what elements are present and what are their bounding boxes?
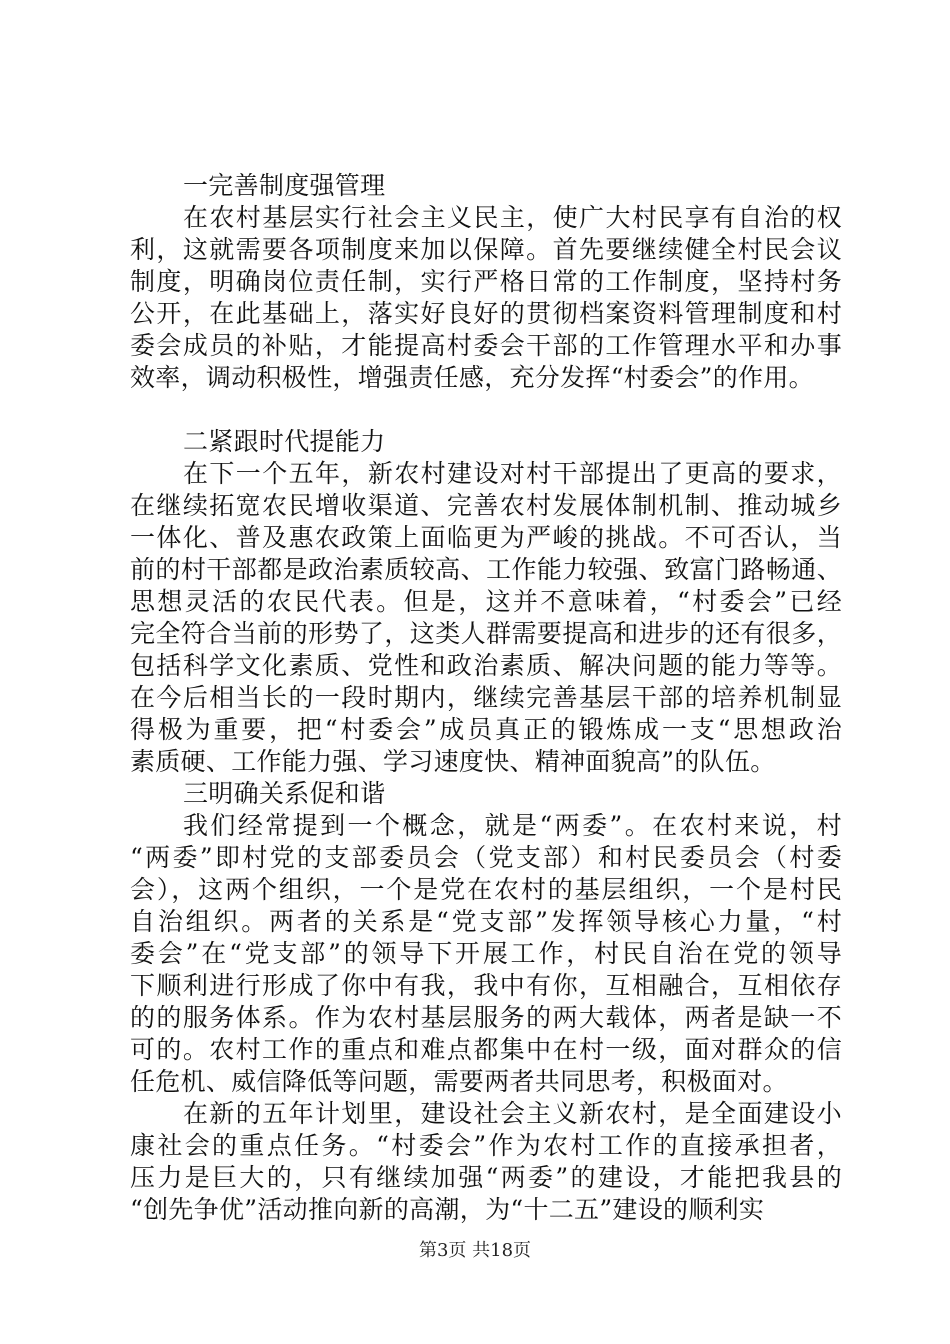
paragraph-line: 在农村基层实行社会主义民主，使广大村民享有自治的权 bbox=[183, 203, 842, 232]
section-heading: 三明确关系促和谐 bbox=[183, 779, 386, 808]
paragraph-line: 在下一个五年，新农村建设对村干部提出了更高的要求， bbox=[183, 459, 842, 488]
paragraph-line: 公开，在此基础上，落实好良好的贯彻档案资料管理制度和村 bbox=[130, 299, 842, 328]
paragraph-line: 思想灵活的农民代表。但是，这并不意味着，“村委会”已经 bbox=[130, 587, 842, 616]
paragraph-line: 一体化、普及惠农政策上面临更为严峻的挑战。不可否认，当 bbox=[130, 523, 842, 552]
paragraph-line: 效率，调动积极性，增强责任感，充分发挥“村委会”的作用。 bbox=[130, 363, 814, 392]
section-heading: 一完善制度强管理 bbox=[183, 171, 386, 200]
document-body bbox=[130, 170, 842, 1226]
paragraph-line: 得极为重要，把“村委会”成员真正的锻炼成一支“思想政治 bbox=[130, 715, 842, 744]
paragraph-line: 委会”在“党支部”的领导下开展工作，村民自治在党的领导 bbox=[130, 939, 842, 968]
paragraph-line: 素质硬、工作能力强、学习速度快、精神面貌高”的队伍。 bbox=[130, 747, 776, 776]
paragraph-line: 在继续拓宽农民增收渠道、完善农村发展体制机制、推动城乡 bbox=[130, 491, 842, 520]
paragraph-line: 利，这就需要各项制度来加以保障。首先要继续健全村民会议 bbox=[130, 235, 842, 264]
paragraph-line: 我们经常提到一个概念，就是“两委”。在农村来说，村 bbox=[183, 811, 842, 840]
paragraph-line: 包括科学文化素质、党性和政治素质、解决问题的能力等等。 bbox=[130, 651, 842, 680]
paragraph-line: “两委”即村党的支部委员会（党支部）和村民委员会（村委 bbox=[130, 843, 842, 872]
paragraph-line: “创先争优”活动推向新的高潮，为“十二五”建设的顺利实 bbox=[130, 1195, 765, 1224]
paragraph-line: 在新的五年计划里，建设社会主义新农村，是全面建设小 bbox=[183, 1099, 842, 1128]
paragraph-line: 委会成员的补贴，才能提高村委会干部的工作管理水平和办事 bbox=[130, 331, 842, 360]
paragraph-line: 前的村干部都是政治素质较高、工作能力较强、致富门路畅通、 bbox=[130, 555, 842, 584]
paragraph-line: 任危机、威信降低等问题，需要两者共同思考，积极面对。 bbox=[130, 1067, 788, 1096]
paragraph-line: 自治组织。两者的关系是“党支部”发挥领导核心力量，“村 bbox=[130, 907, 842, 936]
paragraph-line: 制度，明确岗位责任制，实行严格日常的工作制度，坚持村务 bbox=[130, 267, 842, 296]
section-gap bbox=[130, 394, 842, 426]
paragraph-line: 下顺利进行形成了你中有我，我中有你，互相融合，互相依存 bbox=[130, 971, 842, 1000]
paragraph-line: 在今后相当长的一段时期内，继续完善基层干部的培养机制显 bbox=[130, 683, 842, 712]
paragraph-line: 完全符合当前的形势了，这类人群需要提高和进步的还有很多， bbox=[130, 619, 842, 648]
page-footer: 第3页 共18页 bbox=[418, 1240, 532, 1261]
paragraph-line: 康社会的重点任务。“村委会”作为农村工作的直接承担者， bbox=[130, 1131, 842, 1160]
paragraph-line: 压力是巨大的，只有继续加强“两委”的建设，才能把我县的 bbox=[130, 1163, 842, 1192]
section-heading: 二紧跟时代提能力 bbox=[183, 427, 386, 456]
paragraph-line: 可的。农村工作的重点和难点都集中在村一级，面对群众的信 bbox=[130, 1035, 842, 1064]
paragraph-line: 的的服务体系。作为农村基层服务的两大载体，两者是缺一不 bbox=[130, 1003, 842, 1032]
paragraph-line: 会），这两个组织，一个是党在农村的基层组织，一个是村民 bbox=[130, 875, 842, 904]
